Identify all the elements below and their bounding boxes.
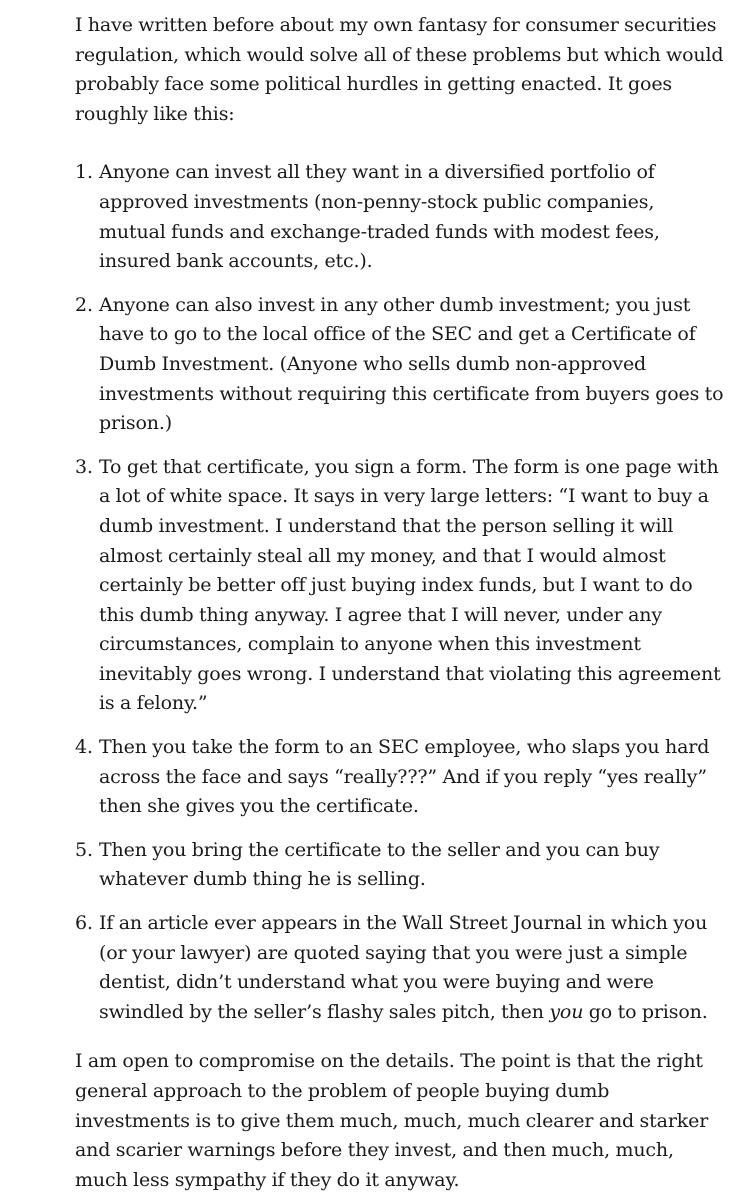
- list-item-number: 1.: [75, 161, 93, 184]
- list-item: [75, 836, 725, 895]
- list-item-number: 2.: [75, 293, 93, 316]
- list-item-text: Anyone can invest all they want in a diversified portfolio of approved investments (non-penny-stock public companies, mutual funds and exchange-traded funds with modest fees, insured bank accounts, etc.).: [99, 161, 660, 273]
- list-item: [75, 158, 725, 276]
- list-item: [75, 291, 725, 439]
- list-item-text: Anyone can also invest in any other dumb investment; you just have to go to the local office of the SEC and get a Certificate of Dumb Investment. (Anyone who sells dumb non-approved investments without requiring this certificate from buyers goes to prison.): [99, 293, 724, 435]
- list-item-text-before: If an article ever appears in the Wall Street Journal in which you (or your lawyer) are quoted saying that you were just a simple dentist, didn’t understand what you were buying and were swindled by the seller’s flashy sales pitch, then: [99, 912, 708, 1023]
- list-item-text: To get that certificate, you sign a form. The form is one page with a lot of white space. It says in very large letters: “I want to buy a dumb investment. I understand that the person selling it will almost certainly steal all my money, and that I would almost certainly be better off just buying index funds, but I want to do this dumb thing anyway. I agree that I will never, under any circumstances, complain to anyone when this investment inevitably goes wrong. I understand that violating this agreement is a felony.”: [99, 455, 721, 715]
- article-body: [75, 11, 725, 1195]
- list-item-text-after: go to prison.: [583, 1000, 708, 1023]
- list-item-number: 3.: [75, 455, 93, 478]
- list-item-emphasis: you: [549, 1000, 584, 1023]
- numbered-list: [75, 158, 725, 1027]
- list-item-text: Then you bring the certificate to the seller and you can buy whatever dumb thing he is selling.: [99, 838, 660, 891]
- list-item-number: 4.: [75, 736, 93, 759]
- list-item-text: Then you take the form to an SEC employee, who slaps you hard across the face and says “really???” And if you reply “yes really” then she gives you the certificate.: [99, 736, 710, 818]
- list-item: [75, 733, 725, 822]
- intro-paragraph: I have written before about my own fantasy for consumer securities regulation, which would solve all of these problems but which would probably face some political hurdles in getting enacted. It goes roughly like this:: [75, 14, 724, 125]
- list-item: [75, 453, 725, 719]
- list-item-number: 6.: [75, 912, 93, 935]
- list-item: [75, 909, 725, 1027]
- outro-paragraph: I am open to compromise on the details. The point is that the right general approach to the problem of people buying dumb investments is to give them much, much, much clearer and starker and scarier warnings before they invest, and then much, much, much less sympathy if they do it anyway.: [75, 1050, 709, 1191]
- list-item-number: 5.: [75, 838, 93, 861]
